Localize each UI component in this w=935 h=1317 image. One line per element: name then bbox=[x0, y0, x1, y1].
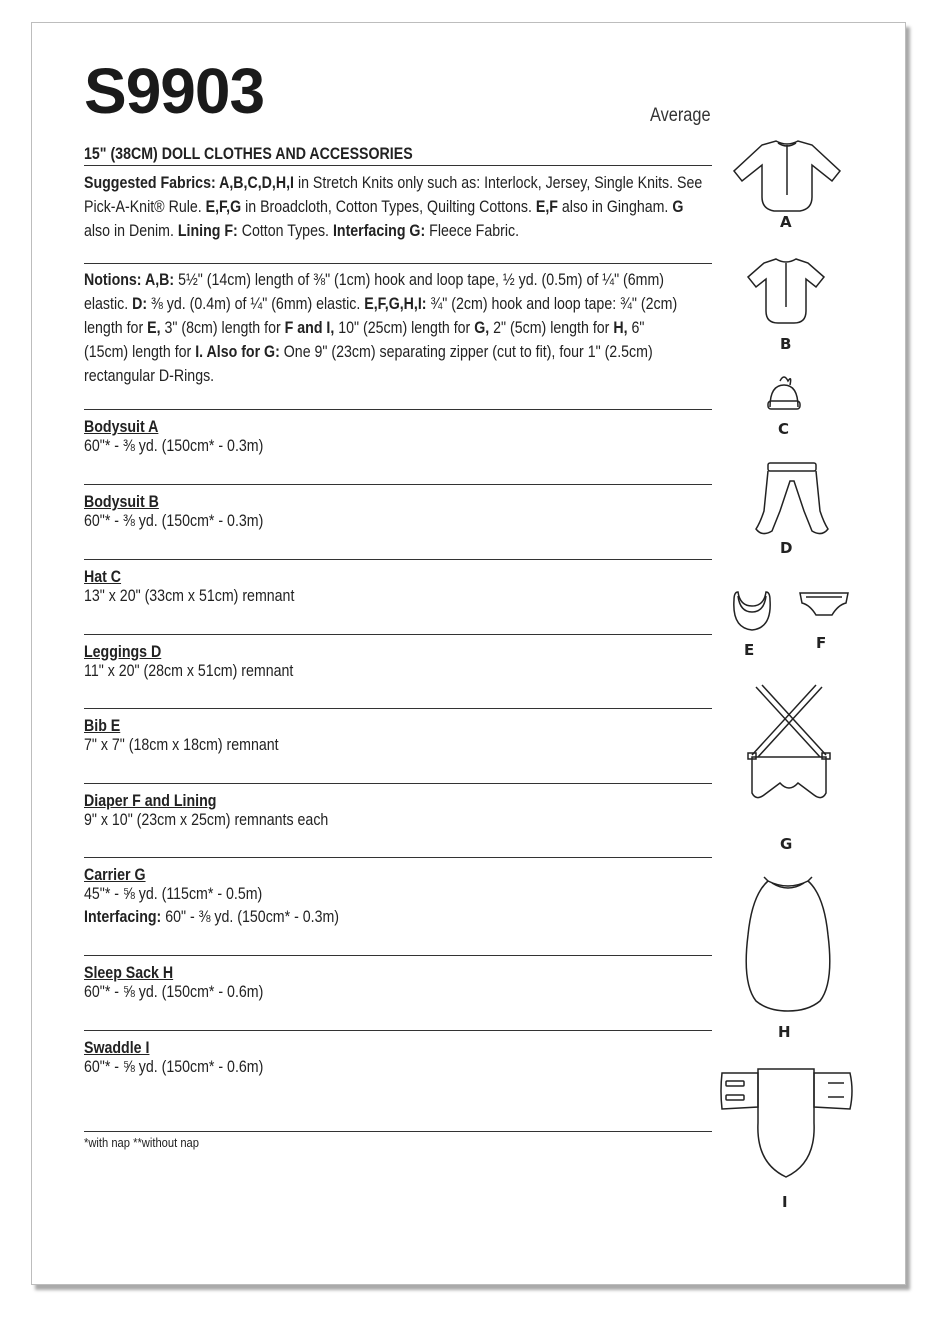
text: 10" (25cm) length for bbox=[334, 319, 475, 337]
text-line bbox=[84, 660, 713, 683]
text: elastic. bbox=[84, 295, 133, 313]
text: length for bbox=[84, 319, 148, 337]
bold-text: F and I, bbox=[284, 319, 335, 337]
text: 60"* - ⅜ yd. (150cm* - 0.3m) bbox=[84, 512, 264, 530]
section-title: Leggings D bbox=[84, 643, 162, 661]
text-line bbox=[84, 195, 713, 219]
section-yardage bbox=[84, 981, 713, 1004]
text: 7" x 7" (18cm x 18cm) remnant bbox=[84, 736, 279, 754]
pattern-number: S9903 bbox=[84, 55, 265, 127]
view-i-label: I bbox=[782, 1193, 788, 1211]
bold-text: E,F bbox=[535, 198, 558, 216]
view-b-bodysuit-illustration bbox=[746, 255, 826, 327]
nap-footnote: *with nap **without nap bbox=[84, 1135, 199, 1150]
text: in Broadcloth, Cotton Types, Quilting Cottons. bbox=[241, 198, 536, 216]
text: Fleece Fabric. bbox=[425, 222, 520, 240]
text: 3" (8cm) length for bbox=[160, 319, 285, 337]
section-yardage bbox=[84, 510, 713, 533]
text-line bbox=[84, 883, 713, 906]
section-yardage bbox=[84, 585, 713, 608]
text: 9" x 10" (23cm x 25cm) remnants each bbox=[84, 811, 329, 829]
divider bbox=[84, 165, 712, 166]
section-title: Carrier G bbox=[84, 866, 146, 884]
text: 5½" (14cm) length of ⅜" (1cm) hook and loop tape, ½ yd. (0.5m) of ¼" (6mm) bbox=[174, 271, 665, 289]
view-e-label: E bbox=[744, 641, 755, 659]
section-title: Bodysuit A bbox=[84, 418, 159, 436]
bold-text: Interfacing: bbox=[84, 908, 162, 926]
view-i-swaddle-illustration bbox=[716, 1063, 856, 1181]
view-c-hat-illustration bbox=[762, 371, 806, 413]
view-a-label: A bbox=[780, 213, 792, 231]
text: 6" bbox=[627, 319, 645, 337]
text: 60"* - ⅝ yd. (150cm* - 0.6m) bbox=[84, 1058, 264, 1076]
text-line bbox=[84, 1056, 713, 1079]
text: ¾" (2cm) hook and loop tape: ¾" (2cm) bbox=[426, 295, 678, 313]
divider bbox=[84, 559, 712, 560]
view-b-label: B bbox=[780, 335, 792, 353]
bold-text: Lining F: bbox=[177, 222, 238, 240]
bold-text: Notions: A,B: bbox=[84, 271, 175, 289]
divider bbox=[84, 955, 712, 956]
difficulty-level: Average bbox=[650, 105, 711, 126]
bold-text: E,F,G bbox=[205, 198, 242, 216]
text-line bbox=[84, 510, 713, 533]
section-yardage bbox=[84, 435, 713, 458]
text: (15cm) length for bbox=[84, 343, 196, 361]
text: 2" (5cm) length for bbox=[489, 319, 614, 337]
bold-text: G, bbox=[474, 319, 490, 337]
text-line bbox=[84, 435, 713, 458]
section-title: Hat C bbox=[84, 568, 122, 586]
text-line bbox=[84, 981, 713, 1004]
text: also in Denim. bbox=[84, 222, 178, 240]
bold-text: Suggested Fabrics: A,B,C,D,H,I bbox=[84, 174, 295, 192]
text: 45"* - ⅝ yd. (115cm* - 0.5m) bbox=[84, 885, 263, 903]
section-title: Sleep Sack H bbox=[84, 964, 174, 982]
suggested-fabrics bbox=[84, 171, 713, 243]
text: rectangular D-Rings. bbox=[84, 367, 215, 385]
text: in Stretch Knits only such as: Interlock, Jersey, Single Knits. See bbox=[294, 174, 703, 192]
text: Cotton Types. bbox=[237, 222, 333, 240]
view-g-carrier-illustration bbox=[744, 683, 834, 809]
view-c-label: C bbox=[778, 420, 790, 438]
divider bbox=[84, 1030, 712, 1031]
view-a-bodysuit-illustration bbox=[732, 135, 842, 215]
text: also in Gingham. bbox=[557, 198, 673, 216]
divider bbox=[84, 708, 712, 709]
text: ⅜ yd. (0.4m) of ¼" (6mm) elastic. bbox=[147, 295, 365, 313]
bold-text: I. Also for G: bbox=[195, 343, 280, 361]
view-h-sleep-sack-illustration bbox=[738, 875, 838, 1013]
section-title: Swaddle I bbox=[84, 1039, 150, 1057]
section-title: Bib E bbox=[84, 717, 121, 735]
text: Pick-A-Knit® Rule. bbox=[84, 198, 206, 216]
text: 11" x 20" (28cm x 51cm) remnant bbox=[84, 662, 294, 680]
text-line bbox=[84, 171, 713, 195]
divider bbox=[84, 857, 712, 858]
text-line bbox=[84, 268, 713, 292]
divider bbox=[84, 1131, 712, 1132]
bold-text: D: bbox=[132, 295, 148, 313]
bold-text: E,F,G,H,I: bbox=[364, 295, 427, 313]
section-yardage bbox=[84, 734, 713, 757]
view-d-leggings-illustration bbox=[752, 461, 832, 541]
section-yardage bbox=[84, 660, 713, 683]
text-line bbox=[84, 906, 713, 929]
bold-text: Interfacing G: bbox=[332, 222, 426, 240]
text-line bbox=[84, 316, 713, 340]
text-line bbox=[84, 734, 713, 757]
divider bbox=[84, 409, 712, 410]
view-d-label: D bbox=[780, 539, 793, 557]
bold-text: G bbox=[672, 198, 684, 216]
divider bbox=[84, 634, 712, 635]
text: 60" - ⅜ yd. (150cm* - 0.3m) bbox=[161, 908, 340, 926]
text-line bbox=[84, 809, 713, 832]
view-e-bib-illustration bbox=[730, 588, 774, 634]
bold-text: E, bbox=[147, 319, 161, 337]
section-yardage bbox=[84, 883, 713, 929]
text: One 9" (23cm) separating zipper (cut to fit), four 1" (2.5cm) bbox=[279, 343, 653, 361]
text-line bbox=[84, 364, 713, 388]
divider bbox=[84, 484, 712, 485]
text-line bbox=[84, 585, 713, 608]
text-line bbox=[84, 292, 713, 316]
notions bbox=[84, 268, 713, 388]
section-yardage bbox=[84, 1056, 713, 1079]
section-yardage bbox=[84, 809, 713, 832]
view-f-label: F bbox=[816, 634, 827, 652]
view-h-label: H bbox=[778, 1023, 791, 1041]
view-g-label: G bbox=[780, 835, 793, 853]
divider bbox=[84, 263, 712, 264]
divider bbox=[84, 783, 712, 784]
bold-text: H, bbox=[613, 319, 628, 337]
text: 60"* - ⅜ yd. (150cm* - 0.3m) bbox=[84, 437, 264, 455]
text: 13" x 20" (33cm x 51cm) remnant bbox=[84, 587, 295, 605]
section-title: Diaper F and Lining bbox=[84, 792, 217, 810]
view-f-diaper-illustration bbox=[798, 589, 850, 623]
text-line bbox=[84, 340, 713, 364]
pattern-envelope-back bbox=[31, 22, 906, 1285]
text-line bbox=[84, 219, 713, 243]
text: 60"* - ⅝ yd. (150cm* - 0.6m) bbox=[84, 983, 264, 1001]
pattern-subtitle: 15" (38CM) DOLL CLOTHES AND ACCESSORIES bbox=[84, 145, 413, 163]
section-title: Bodysuit B bbox=[84, 493, 159, 511]
